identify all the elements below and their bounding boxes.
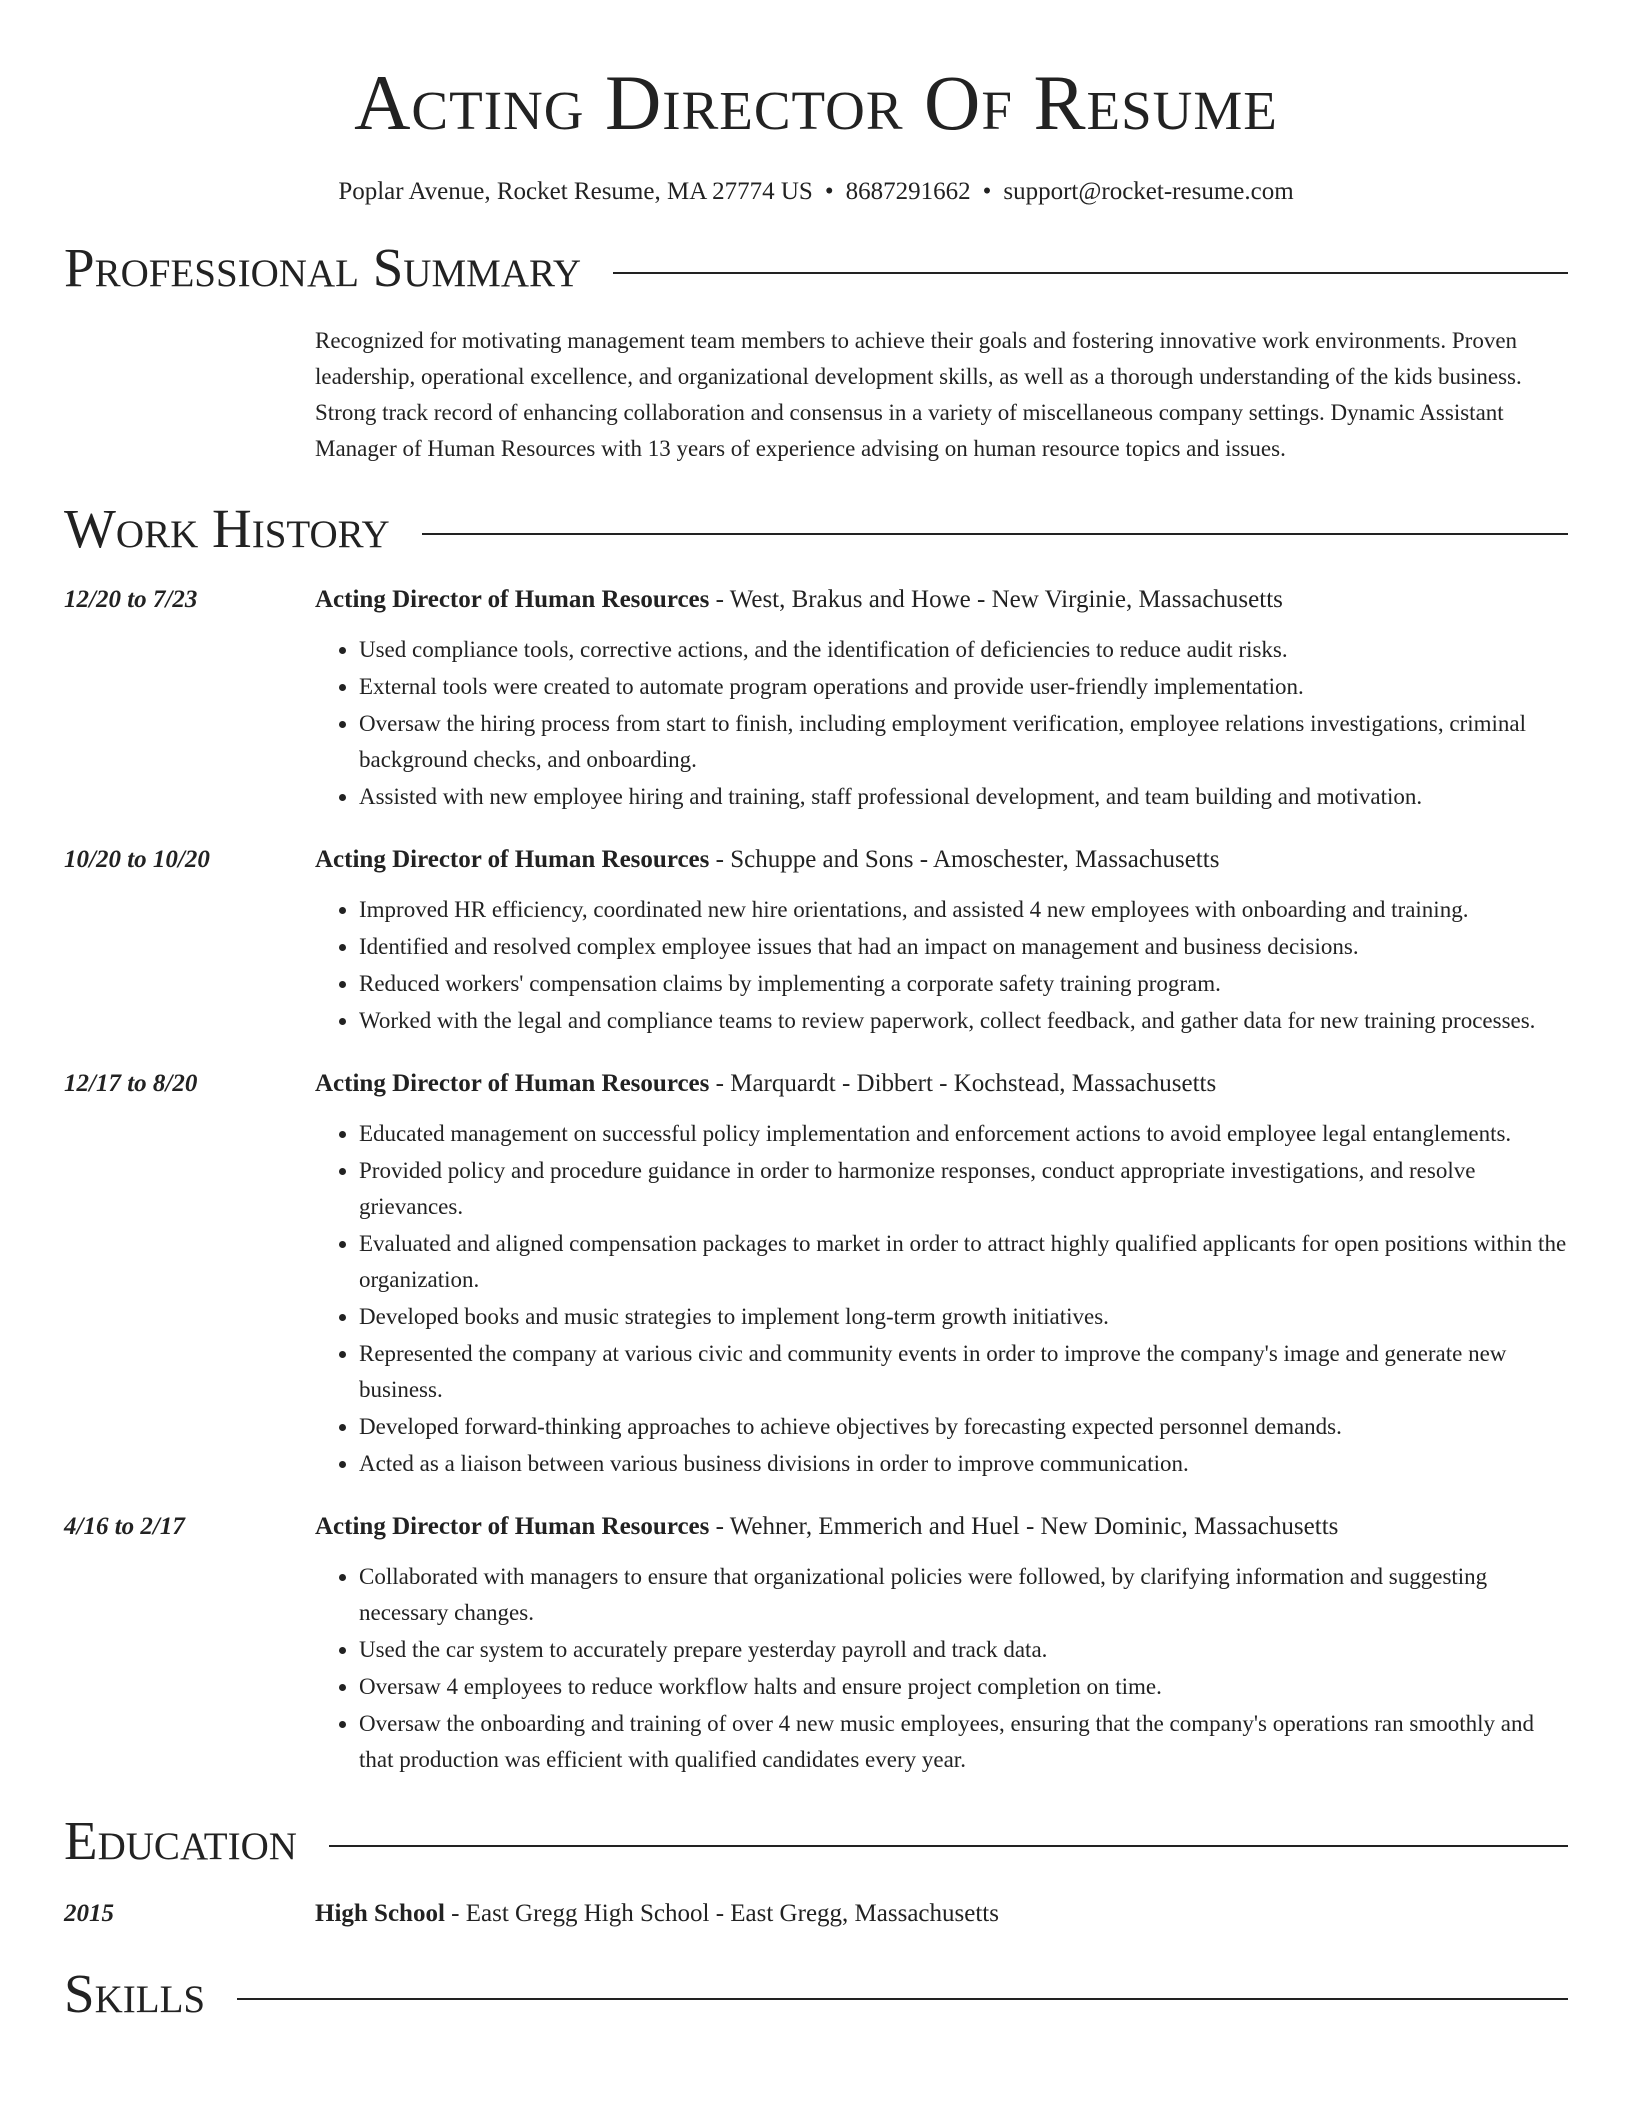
- skills-section-header: [64, 1963, 1568, 2027]
- job-bullet: • Identified and resolved complex employee issues that had an impact on management and business decisions.: [359, 929, 1568, 965]
- job-role: Acting Director of Human Resources: [315, 586, 710, 613]
- job-dates: 12/17 to 8/20: [64, 1070, 198, 1097]
- job-dates: 10/20 to 10/20: [64, 846, 210, 873]
- job-bullet: • Improved HR efficiency, coordinated new hire orientations, and assisted 4 new employees with onboarding and training.: [359, 892, 1568, 928]
- summary-left-spacer: [64, 323, 315, 467]
- education-degree: High School: [315, 1900, 445, 1927]
- education-details: - East Gregg High School - East Gregg, Massachusetts: [444, 1900, 999, 1927]
- job-bullets: [315, 1559, 1568, 1778]
- contact-separator: •: [982, 178, 992, 205]
- job-heading: [315, 1066, 1568, 1102]
- job-entry: [64, 842, 1568, 1040]
- job-bullet: • Oversaw the hiring process from start to finish, including employment verification, employee relations investigations, criminal background checks, and onboarding.: [359, 706, 1568, 778]
- job-details: - West, Brakus and Howe - New Virginie, Massachusetts: [709, 586, 1283, 613]
- job-bullet: • Provided policy and procedure guidance in order to harmonize responses, conduct appropriate investigations, and resolve grievances.: [359, 1153, 1568, 1225]
- work-section-header: [64, 498, 1568, 562]
- job-role: Acting Director of Human Resources: [315, 1070, 710, 1097]
- education-heading: [315, 1896, 1568, 1932]
- resume-name: Acting Director Of Resume: [354, 59, 1278, 146]
- job-heading: [315, 1509, 1568, 1545]
- education-year: 2015: [64, 1900, 114, 1927]
- job-bullet: • Reduced workers' compensation claims by implementing a corporate safety training program.: [359, 966, 1568, 1002]
- job-bullets: [315, 632, 1568, 815]
- job-details: - Wehner, Emmerich and Huel - New Dominic, Massachusetts: [709, 1513, 1339, 1540]
- job-heading: [315, 582, 1568, 618]
- job-role: Acting Director of Human Resources: [315, 846, 710, 873]
- job-bullets: [315, 1116, 1568, 1482]
- contact-phone: 8687291662: [845, 178, 971, 205]
- job-bullet: • Oversaw 4 employees to reduce workflow halts and ensure project completion on time.: [359, 1669, 1568, 1705]
- job-details: - Marquardt - Dibbert - Kochstead, Massachusetts: [709, 1070, 1217, 1097]
- contact-separator: •: [824, 178, 834, 205]
- section-divider: [613, 272, 1568, 274]
- job-bullet: • Worked with the legal and compliance teams to review paperwork, collect feedback, and gather data for new training processes.: [359, 1003, 1568, 1039]
- resume-page: [64, 0, 1568, 2027]
- job-bullet: • Evaluated and aligned compensation packages to market in order to attract highly qualified applicants for open positions within the organization.: [359, 1226, 1568, 1298]
- job-bullets: [315, 892, 1568, 1039]
- education-entry: [64, 1896, 1568, 1932]
- job-bullet: • Collaborated with managers to ensure that organizational policies were followed, by clarifying information and suggesting necessary changes.: [359, 1559, 1568, 1631]
- summary-text: Recognized for motivating management team members to achieve their goals and fostering innovative work environments. Proven leadership, operational excellence, and organizational development skills, as well as a thorough understanding of the kids business. Strong track record of enhancing collaboration and consensus in a variety of miscellaneous company settings. Dynamic Assistant Manager of Human Resources with 13 years of experience advising on human resource topics and issues.: [315, 328, 1522, 461]
- section-divider: [237, 1998, 1568, 2000]
- job-bullet: • Oversaw the onboarding and training of over 4 new music employees, ensuring that the company's operations ran smoothly and that production was efficient with qualified candidates every year.: [359, 1706, 1568, 1778]
- work-section-title: Work History: [64, 498, 390, 559]
- job-heading: [315, 842, 1568, 878]
- job-bullet: • Developed forward-thinking approaches to achieve objectives by forecasting expected personnel demands.: [359, 1409, 1568, 1445]
- section-divider: [422, 533, 1568, 535]
- job-dates: 12/20 to 7/23: [64, 586, 198, 613]
- work-history-list: [64, 582, 1568, 1779]
- section-divider: [329, 1845, 1568, 1847]
- job-bullet: • Used the car system to accurately prepare yesterday payroll and track data.: [359, 1632, 1568, 1668]
- summary-row: [64, 323, 1568, 467]
- job-entry: [64, 582, 1568, 816]
- job-bullet: • External tools were created to automate program operations and provide user-friendly implementation.: [359, 669, 1568, 705]
- job-entry: [64, 1509, 1568, 1779]
- summary-section-header: [64, 237, 1568, 301]
- job-dates: 4/16 to 2/17: [64, 1513, 185, 1540]
- job-bullet: • Represented the company at various civic and community events in order to improve the company's image and generate new business.: [359, 1336, 1568, 1408]
- job-role: Acting Director of Human Resources: [315, 1513, 710, 1540]
- skills-section-title: Skills: [64, 1963, 206, 2024]
- job-bullet: • Used compliance tools, corrective actions, and the identification of deficiencies to reduce audit risks.: [359, 632, 1568, 668]
- education-section-header: [64, 1810, 1568, 1874]
- job-bullet: • Educated management on successful policy implementation and enforcement actions to avoid employee legal entanglements.: [359, 1116, 1568, 1152]
- job-bullet: • Developed books and music strategies to implement long-term growth initiatives.: [359, 1299, 1568, 1335]
- contact-address: Poplar Avenue, Rocket Resume, MA 27774 US: [338, 178, 813, 205]
- job-bullet: • Acted as a liaison between various business divisions in order to improve communication.: [359, 1446, 1568, 1482]
- contact-email: support@rocket-resume.com: [1003, 178, 1294, 205]
- job-bullet: • Assisted with new employee hiring and training, staff professional development, and team building and motivation.: [359, 779, 1568, 815]
- education-section-title: Education: [64, 1810, 297, 1871]
- job-details: - Schuppe and Sons - Amoschester, Massachusetts: [709, 846, 1220, 873]
- job-entry: [64, 1066, 1568, 1483]
- summary-section-title: Professional Summary: [64, 237, 582, 298]
- contact-line: [64, 178, 1568, 206]
